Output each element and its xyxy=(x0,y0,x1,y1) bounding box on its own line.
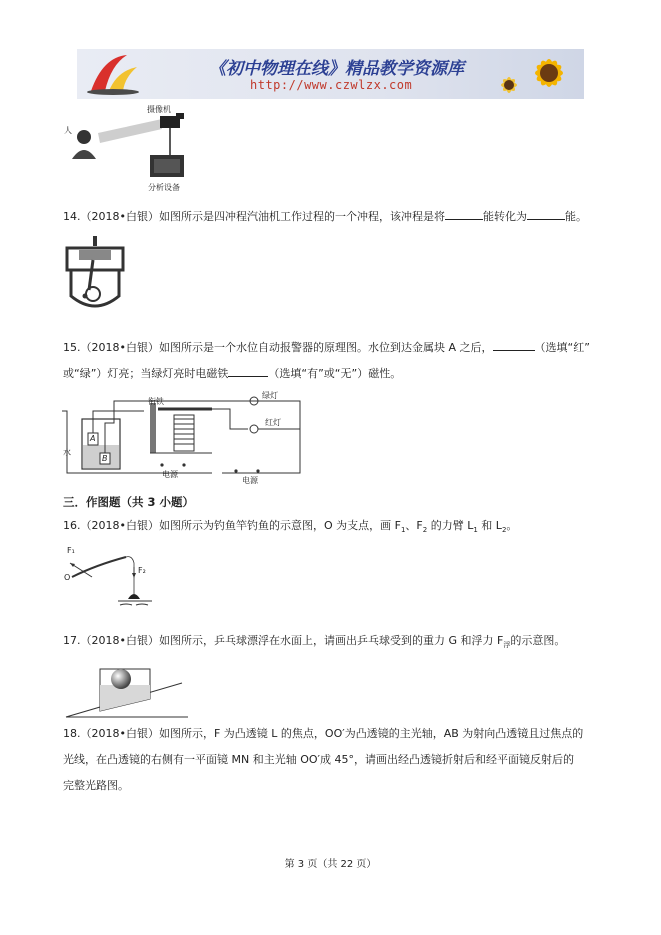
site-logo-icon xyxy=(83,51,143,97)
fishing-rod-figure xyxy=(62,543,162,613)
q14-text-c: 能。 xyxy=(564,210,587,223)
sunflower-icon xyxy=(491,49,584,99)
q14-text-a: 14.（2018•白银）如图所示是四冲程汽油机工作过程的一个冲程，该冲程是将 xyxy=(63,210,445,223)
q16-sub-3: 1 xyxy=(473,526,478,535)
camera-label: 摄像机 xyxy=(147,105,171,114)
question-16 xyxy=(63,519,517,537)
q16-text-e: 。 xyxy=(506,519,518,532)
q17-text-b: 的示意图。 xyxy=(510,634,566,647)
f1-label: F₁ xyxy=(67,546,75,555)
q16-text-b: 、F xyxy=(405,519,423,532)
block-b-label: B xyxy=(102,454,108,463)
o-label: O xyxy=(64,573,71,582)
question-18-line-2: 光线，在凸透镜的右侧有一平面镜 MN 和主光轴 OO′成 45°，请画出经凸透镜折射后和经平面镜反射后的 xyxy=(63,753,575,766)
q16-sub-1: 1 xyxy=(400,526,406,535)
q15-line1-text: 15.（2018•白银）如图所示是一个水位自动报警器的原理图。水位到达金属块 A 之后， xyxy=(63,341,493,354)
q17-sub: 浮 xyxy=(503,641,511,650)
camera-figure xyxy=(62,103,202,195)
iron-label: 衔铁 xyxy=(148,397,164,406)
q14-blank-1[interactable] xyxy=(445,208,483,220)
question-18-line-1: 18.（2018•白银）如图所示，F 为凸透镜 L 的焦点，OO′为凸透镜的主光轴，AB 为射向凸透镜且过焦点的 xyxy=(63,727,584,740)
q15-blank-1[interactable] xyxy=(493,339,535,351)
question-15-line-2 xyxy=(63,365,401,381)
q14-text-b: 能转化为 xyxy=(482,210,527,223)
water-label: 水 xyxy=(63,448,71,457)
question-17 xyxy=(63,634,565,652)
header-banner xyxy=(77,49,584,99)
q16-sub-4: 2 xyxy=(501,526,507,535)
banner-url: http://www.czwlzx.com xyxy=(250,78,413,92)
question-14 xyxy=(63,208,587,224)
q14-blank-2[interactable] xyxy=(527,208,565,220)
block-a-label: A xyxy=(90,434,96,443)
device-label: 分析设备 xyxy=(148,183,180,192)
question-15-line-1 xyxy=(63,339,590,355)
f2-label: F₂ xyxy=(138,566,146,575)
engine-figure xyxy=(63,236,129,320)
page-footer: 第 3 页（共 22 页） xyxy=(284,859,377,870)
pingpong-figure xyxy=(64,655,190,724)
q15-blank-2[interactable] xyxy=(228,365,268,377)
green-lamp-label: 绿灯 xyxy=(262,391,278,400)
q15-line1-tail: （选填“红” xyxy=(534,341,590,354)
q16-text-a: 16.（2018•白银）如图所示为钓鱼竿钓鱼的示意图，O 为支点，画 F xyxy=(63,519,401,532)
power-label-2: 电源 xyxy=(242,476,258,485)
q17-text-a: 17.（2018•白银）如图所示，乒乓球漂浮在水面上，请画出乒乓球受到的重力 G 和浮力 F xyxy=(63,634,504,647)
q15-line2-text: 或“绿”）灯亮；当绿灯亮时电磁铁 xyxy=(63,367,229,380)
banner-title: 《初中物理在线》精品教学资源库 xyxy=(209,59,464,79)
power-label-1: 电源 xyxy=(162,470,178,479)
q15-line2-tail: （选填“有”或“无”）磁性。 xyxy=(268,367,402,380)
water-alarm-figure xyxy=(62,393,312,488)
q16-text-d: 和 L xyxy=(477,519,502,532)
q16-sub-2: 2 xyxy=(422,526,428,535)
question-18-line-3: 完整光路图。 xyxy=(63,779,129,792)
section-title: 三．作图题（共 3 小题） xyxy=(63,495,195,509)
q16-text-c: 的力臂 L xyxy=(427,519,474,532)
person-label: 人 xyxy=(64,126,72,135)
red-lamp-label: 红灯 xyxy=(265,418,281,427)
